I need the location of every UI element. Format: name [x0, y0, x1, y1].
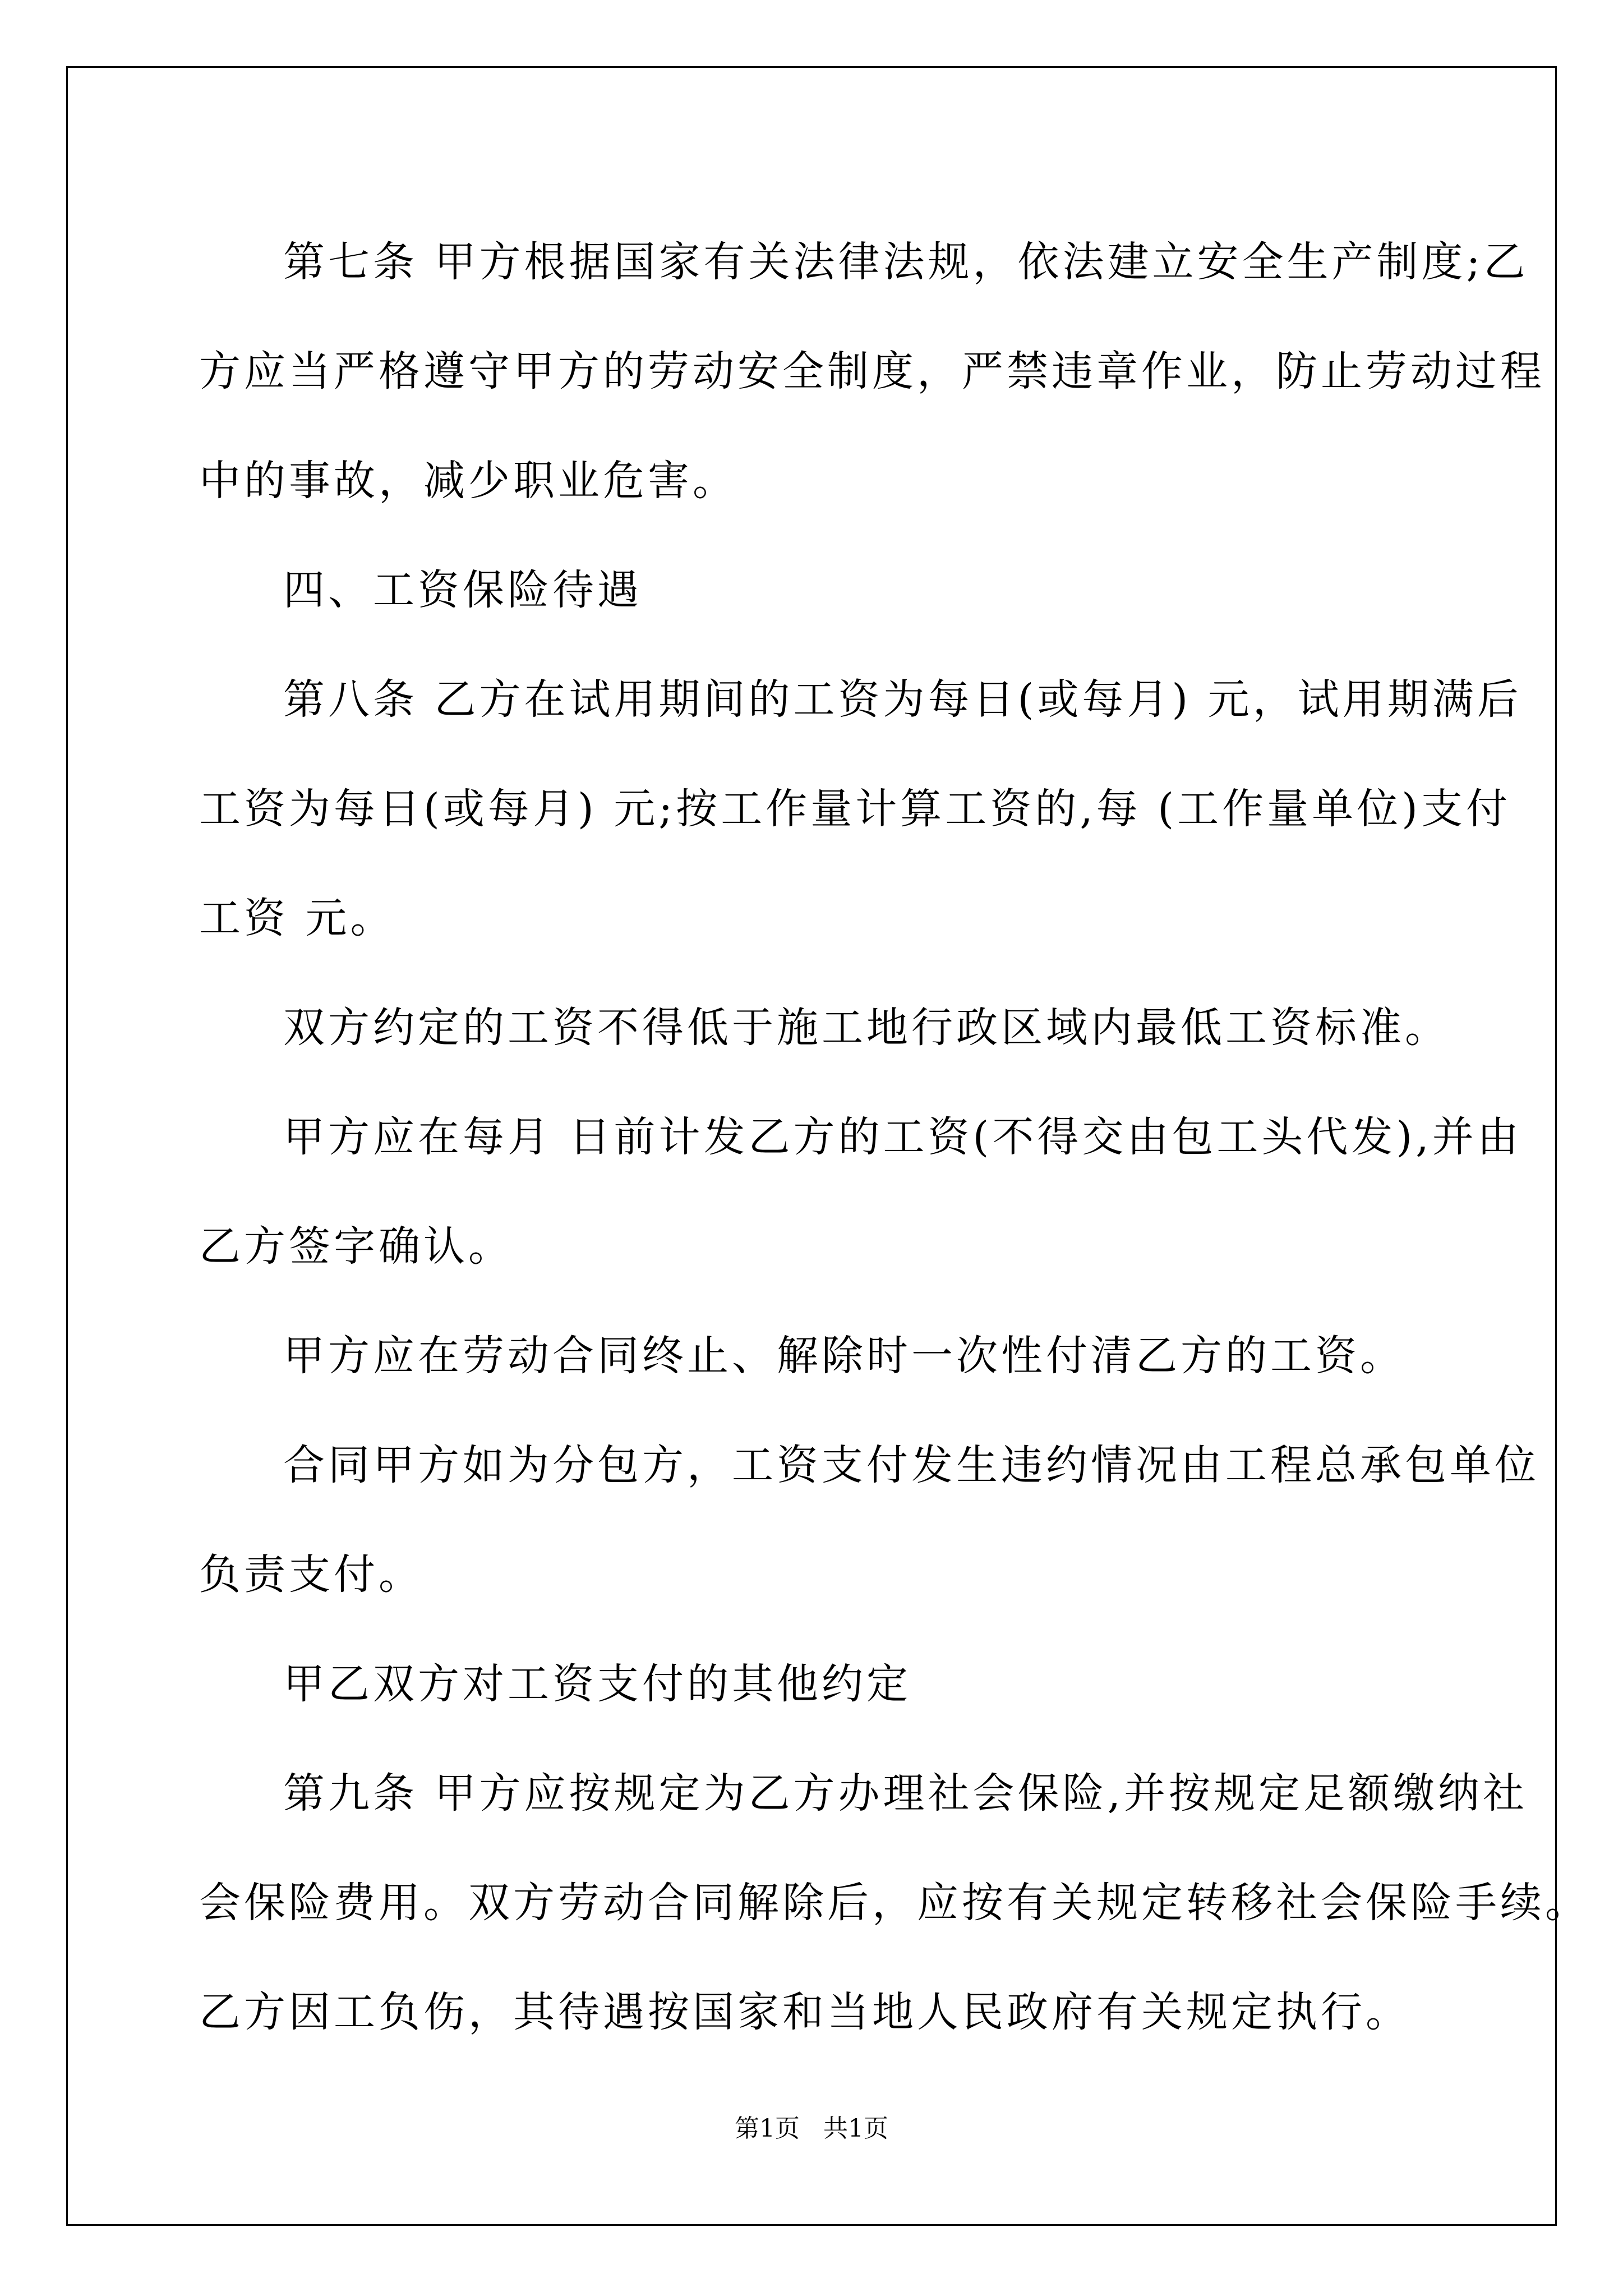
paragraph-line: 工资 元。	[199, 894, 395, 942]
paragraph-line: 甲方应在劳动合同终止、解除时一次性付清乙方的工资。	[283, 1332, 1405, 1380]
paragraph-line: 乙方签字确认。	[199, 1222, 513, 1271]
paragraph-line: 合同甲方如为分包方，工资支付发生违约情况由工程总承包单位	[283, 1441, 1539, 1489]
paragraph-line: 负责支付。	[199, 1550, 423, 1599]
page-footer	[0, 2112, 1623, 2146]
paragraph-line: 双方约定的工资不得低于施工地行政区域内最低工资标准。	[283, 1004, 1450, 1052]
paragraph-line: 甲乙双方对工资支付的其他约定	[283, 1660, 911, 1708]
paragraph-line: 方应当严格遵守甲方的劳动安全制度，严禁违章作业，防止劳动过程	[199, 347, 1545, 395]
paragraph-line: 第八条 乙方在试用期间的工资为每日(或每月) 元，试用期满后	[283, 675, 1522, 724]
paragraph-line: 中的事故，减少职业危害。	[199, 457, 737, 505]
paragraph-line: 工资为每日(或每月) 元;按工作量计算工资的,每 (工作量单位)支付	[199, 785, 1511, 833]
paragraph-line: 甲方应在每月 日前计发乙方的工资(不得交由包工头代发),并由	[283, 1113, 1522, 1161]
paragraph-line: 会保险费用。双方劳动合同解除后，应按有关规定转移社会保险手续。	[199, 1879, 1590, 1927]
paragraph-line: 第七条 甲方根据国家有关法律法规，依法建立安全生产制度;乙	[283, 238, 1529, 286]
paragraph-line: 乙方因工负伤，其待遇按国家和当地人民政府有关规定执行。	[199, 1988, 1410, 2036]
page-total: 共1页	[823, 2114, 888, 2143]
section-heading: 四、工资保险待遇	[283, 566, 642, 614]
paragraph-line: 第九条 甲方应按规定为乙方办理社会保险,并按规定足额缴纳社	[283, 1769, 1528, 1818]
page-number: 第1页	[735, 2114, 800, 2143]
document-body	[199, 208, 1590, 2067]
